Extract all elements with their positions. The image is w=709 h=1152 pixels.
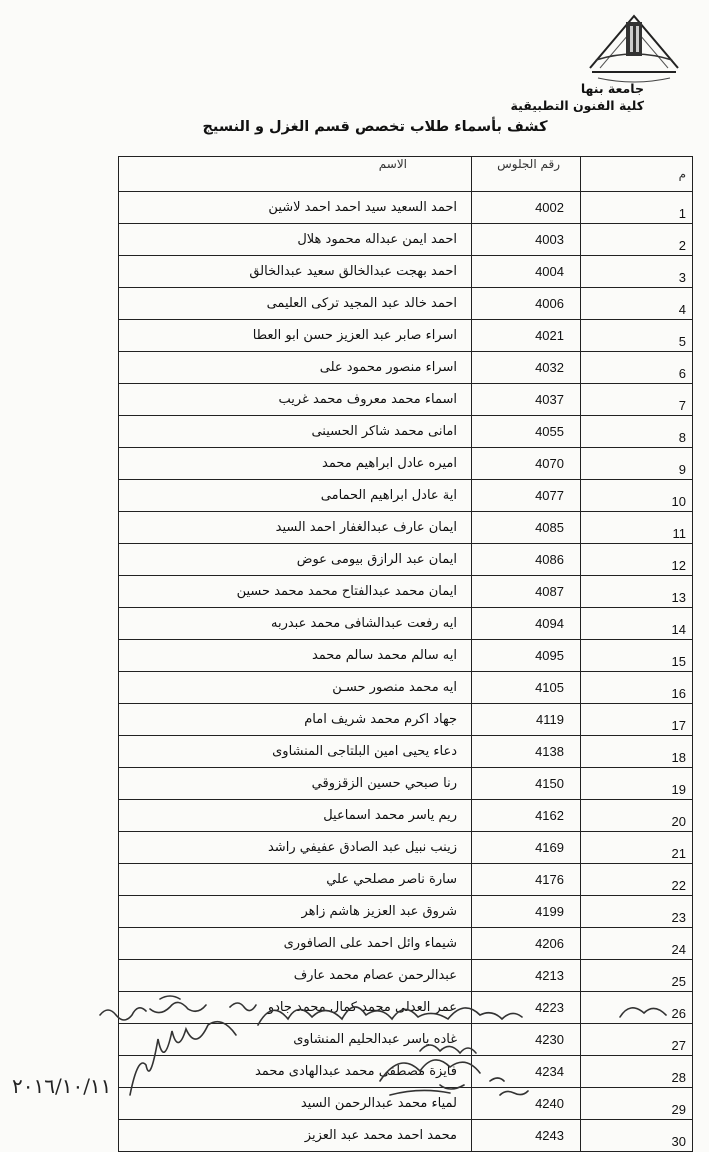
cell-name: عبدالرحمن عصام محمد عارف	[119, 960, 472, 992]
table-row	[119, 320, 693, 352]
cell-name: اية عادل ابراهيم الحمامى	[119, 480, 472, 512]
table-row	[119, 704, 693, 736]
cell-name: فايزة مصطفى محمد عبدالهادى محمد	[119, 1056, 472, 1088]
table-row	[119, 512, 693, 544]
cell-name: ريم ياسر محمد اسماعيل	[119, 800, 472, 832]
table-row	[119, 352, 693, 384]
cell-name: امانى محمد شاكر الحسينى	[119, 416, 472, 448]
header-seat-number: رقم الجلوس	[472, 157, 581, 192]
cell-serial: 7	[581, 384, 693, 416]
cell-seat-number: 4162	[472, 800, 581, 832]
cell-name: ايه رفعت عبدالشافى محمد عبدربه	[119, 608, 472, 640]
table-row	[119, 672, 693, 704]
cell-serial: 3	[581, 256, 693, 288]
cell-serial: 9	[581, 448, 693, 480]
university-logo	[586, 8, 682, 84]
cell-name: احمد بهجت عبدالخالق سعيد عبدالخالق	[119, 256, 472, 288]
cell-serial: 30	[581, 1120, 693, 1152]
cell-seat-number: 4094	[472, 608, 581, 640]
cell-name: ايمان عارف عبدالغفار احمد السيد	[119, 512, 472, 544]
cell-seat-number: 4055	[472, 416, 581, 448]
faculty-name: كلية الفنون التطبيقية	[510, 98, 644, 113]
cell-serial: 27	[581, 1024, 693, 1056]
cell-name: ايه سالم محمد سالم محمد	[119, 640, 472, 672]
table-row	[119, 192, 693, 224]
cell-serial: 11	[581, 512, 693, 544]
cell-seat-number: 4087	[472, 576, 581, 608]
cell-name: دعاء يحيى امين البلتاجى المنشاوى	[119, 736, 472, 768]
cell-serial: 13	[581, 576, 693, 608]
cell-serial: 15	[581, 640, 693, 672]
table-row	[119, 288, 693, 320]
cell-name: زينب نبيل عبد الصادق عفيفي راشد	[119, 832, 472, 864]
cell-seat-number: 4105	[472, 672, 581, 704]
cell-name: شيماء وائل احمد على الصافورى	[119, 928, 472, 960]
cell-seat-number: 4086	[472, 544, 581, 576]
cell-seat-number: 4004	[472, 256, 581, 288]
cell-name: شروق عبد العزيز هاشم زاهر	[119, 896, 472, 928]
cell-serial: 28	[581, 1056, 693, 1088]
cell-name: محمد احمد محمد عبد العزيز	[119, 1120, 472, 1152]
cell-serial: 8	[581, 416, 693, 448]
cell-serial: 16	[581, 672, 693, 704]
handwritten-signatures	[0, 985, 709, 1107]
cell-seat-number: 4169	[472, 832, 581, 864]
cell-name: اسراء صابر عبد العزيز حسن ابو العطا	[119, 320, 472, 352]
cell-serial: 29	[581, 1088, 693, 1120]
cell-name: ايمان محمد عبدالفتاح محمد محمد حسين	[119, 576, 472, 608]
university-name: جامعة بنها	[580, 81, 644, 96]
cell-seat-number: 4003	[472, 224, 581, 256]
cell-seat-number: 4032	[472, 352, 581, 384]
cell-seat-number: 4206	[472, 928, 581, 960]
table-row	[119, 480, 693, 512]
cell-seat-number: 4223	[472, 992, 581, 1024]
cell-seat-number: 4176	[472, 864, 581, 896]
table-row	[119, 448, 693, 480]
cell-serial: 17	[581, 704, 693, 736]
cell-seat-number: 4150	[472, 768, 581, 800]
table-row	[119, 896, 693, 928]
cell-seat-number: 4138	[472, 736, 581, 768]
cell-seat-number: 4230	[472, 1024, 581, 1056]
table-row	[119, 416, 693, 448]
cell-serial: 22	[581, 864, 693, 896]
cell-seat-number: 4234	[472, 1056, 581, 1088]
cell-serial: 19	[581, 768, 693, 800]
cell-serial: 6	[581, 352, 693, 384]
cell-serial: 14	[581, 608, 693, 640]
cell-name: اسراء منصور محمود على	[119, 352, 472, 384]
institution-header	[504, 80, 644, 114]
cell-serial: 12	[581, 544, 693, 576]
cell-serial: 4	[581, 288, 693, 320]
cell-serial: 25	[581, 960, 693, 992]
cell-seat-number: 4240	[472, 1088, 581, 1120]
cell-name: ايمان عبد الرازق بيومى عوض	[119, 544, 472, 576]
cell-serial: 1	[581, 192, 693, 224]
table-header-row	[119, 157, 693, 192]
cell-name: احمد ايمن عبداله محمود هلال	[119, 224, 472, 256]
table-row	[119, 800, 693, 832]
cell-seat-number: 4243	[472, 1120, 581, 1152]
cell-serial: 18	[581, 736, 693, 768]
cell-serial: 23	[581, 896, 693, 928]
header-name: الاسم	[119, 157, 472, 192]
table-row	[119, 640, 693, 672]
table-row	[119, 768, 693, 800]
table-row	[119, 832, 693, 864]
cell-seat-number: 4037	[472, 384, 581, 416]
table-row	[119, 224, 693, 256]
cell-seat-number: 4095	[472, 640, 581, 672]
cell-seat-number: 4213	[472, 960, 581, 992]
header-serial: م	[581, 157, 693, 192]
cell-name: اسماء محمد معروف محمد غريب	[119, 384, 472, 416]
table-row	[119, 608, 693, 640]
cell-serial: 20	[581, 800, 693, 832]
cell-name: احمد خالد عبد المجيد تركى العليمى	[119, 288, 472, 320]
cell-seat-number: 4021	[472, 320, 581, 352]
cell-serial: 2	[581, 224, 693, 256]
cell-seat-number: 4077	[472, 480, 581, 512]
table-row	[119, 384, 693, 416]
handwritten-date: ٢٠١٦/١٠/١١	[12, 1074, 112, 1098]
cell-serial: 10	[581, 480, 693, 512]
table-row	[119, 544, 693, 576]
cell-seat-number: 4085	[472, 512, 581, 544]
table-row	[119, 1120, 693, 1152]
cell-name: ايه محمد منصور حسـن	[119, 672, 472, 704]
cell-name: غاده ياسر عبدالحليم المنشاوى	[119, 1024, 472, 1056]
cell-name: سارة ناصر مصلحي علي	[119, 864, 472, 896]
cell-seat-number: 4070	[472, 448, 581, 480]
cell-name: لمياء محمد عبدالرحمن السيد	[119, 1088, 472, 1120]
table-row	[119, 928, 693, 960]
cell-name: احمد السعيد سيد احمد احمد لاشين	[119, 192, 472, 224]
table-row	[119, 736, 693, 768]
document-title: كشف بأسماء طلاب تخصص قسم الغزل و النسيج	[202, 119, 548, 135]
cell-seat-number: 4119	[472, 704, 581, 736]
cell-name: عمر العدلى محمد كمال محمد جادو	[119, 992, 472, 1024]
cell-serial: 21	[581, 832, 693, 864]
cell-seat-number: 4002	[472, 192, 581, 224]
cell-serial: 24	[581, 928, 693, 960]
table-row	[119, 864, 693, 896]
cell-serial: 5	[581, 320, 693, 352]
cell-name: جهاد اكرم محمد شريف امام	[119, 704, 472, 736]
cell-seat-number: 4006	[472, 288, 581, 320]
cell-name: رنا صبحي حسين الزقزوقي	[119, 768, 472, 800]
cell-name: اميره عادل ابراهيم محمد	[119, 448, 472, 480]
table-row	[119, 576, 693, 608]
cell-seat-number: 4199	[472, 896, 581, 928]
cell-serial: 26	[581, 992, 693, 1024]
table-row	[119, 256, 693, 288]
